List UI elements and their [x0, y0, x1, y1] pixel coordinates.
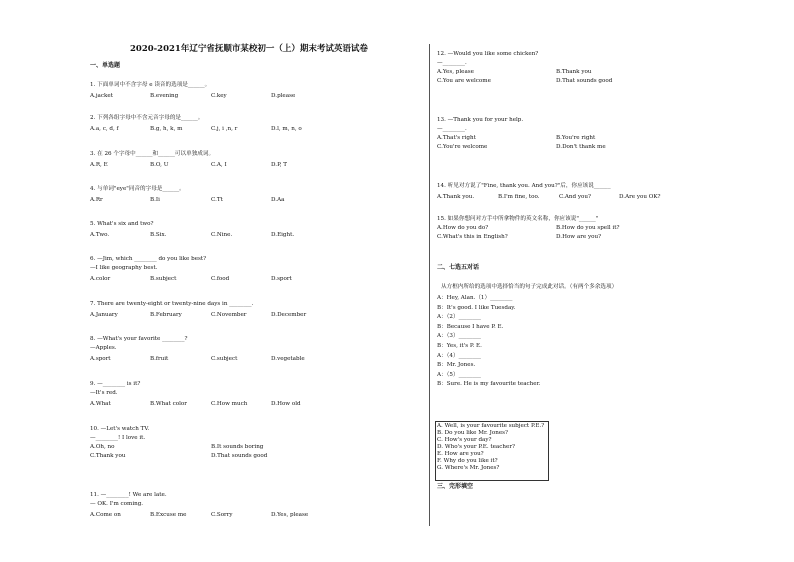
option: D.That sounds good — [211, 453, 268, 459]
option: B.February — [150, 312, 182, 318]
question-stem: 1. 下面单词中不含字母 e 读音的选项是______。 — [90, 82, 211, 88]
option: C.food — [211, 276, 230, 282]
option: C.November — [211, 312, 247, 318]
option: B.What color — [150, 401, 187, 407]
option: C.Tt — [211, 197, 223, 203]
option: C.You are welcome — [437, 78, 491, 84]
option: C.You're welcome — [437, 144, 488, 150]
option: D.Aa — [271, 197, 285, 203]
option: B.Thank you — [556, 69, 592, 75]
question-stem: 6. —Jim, which ________ do you like best? — [90, 256, 207, 262]
dialogue-instruction: 从方框内所给的选项中选择恰当的句子完成此对话。（有两个多余选项） — [441, 284, 618, 290]
question-stem: 13. —Thank you for your help. — [437, 117, 524, 123]
question-stem: 8. —What's your favorite ________? — [90, 336, 188, 342]
question-reply: —Apples. — [90, 345, 117, 351]
section-heading-dialogue: 二、七选五对话 — [437, 264, 480, 271]
exam-title: 2020-2021年辽宁省抚顺市某校初一（上）期末考试英语试卷 — [130, 44, 368, 54]
option: B.You're right — [556, 135, 596, 141]
option: D.Are you OK? — [619, 194, 661, 200]
options-box — [435, 421, 549, 481]
option: A.color — [90, 276, 111, 282]
question-stem: 4. 与单词"eye"同音的字母是______。 — [90, 186, 185, 192]
dialogue-line: A：（5）________ — [437, 371, 481, 378]
option: C.Nine. — [211, 232, 233, 238]
section-heading-single-choice: 一、单选题 — [90, 62, 121, 69]
question-reply: —________. — [437, 60, 467, 66]
option: D.please — [271, 93, 296, 99]
option: C.key — [211, 93, 227, 99]
dialogue-line: A：（4）________ — [437, 352, 481, 359]
box-option: A. Well, is your favourite subject P.E.? — [437, 423, 545, 429]
option: A.sport — [90, 356, 111, 362]
option: D.vegetable — [271, 356, 305, 362]
question-reply: —It's red. — [90, 390, 118, 396]
option: D.P, T — [271, 162, 287, 168]
question-reply: —I like geography best. — [90, 265, 158, 271]
option: C.What's this in English? — [437, 234, 508, 240]
dialogue-line: A：Hey, Alan.（1）________ — [437, 295, 513, 301]
question-reply: —________. — [437, 126, 467, 132]
dialogue-line: B：Sure. He is my favourite teacher. — [437, 381, 541, 388]
dialogue-line: A：（3）________ — [437, 333, 481, 340]
option: C.A, I — [211, 162, 227, 168]
option: A.Two. — [90, 232, 110, 238]
option: C.And you? — [559, 194, 591, 200]
option: A.How do you do? — [437, 225, 489, 231]
dialogue-line: A：（2）________ — [437, 314, 481, 321]
question-stem: 12. —Would you like some chicken? — [437, 51, 539, 57]
option: D.That sounds good — [556, 78, 613, 84]
option: A.Come on — [90, 512, 121, 518]
option: B.fruit — [150, 356, 169, 362]
option: D.December — [271, 312, 307, 318]
question-stem: 11. —________! We are late. — [90, 492, 167, 498]
option: D.How are you? — [556, 234, 602, 240]
column-divider — [429, 44, 430, 526]
option: D.l, m, n, o — [271, 126, 302, 132]
option: B.evening — [150, 93, 179, 99]
option: D.Yes, please — [271, 512, 309, 518]
question-stem: 15. 如果你想问对方手中所拿物件的英文名称，你应该说"______" — [437, 216, 599, 222]
option: B.subject — [150, 276, 177, 282]
option: C.Thank you — [90, 453, 126, 459]
option: B.O, U — [150, 162, 169, 168]
question-stem: 2. 下列各组字母中不含元音字母的是______。 — [90, 115, 204, 121]
dialogue-line: B：Yes, it's P. E. — [437, 343, 482, 349]
option: D.Don't thank me — [556, 144, 606, 150]
question-stem: 14. 听见对方说了"Fine, thank you. And you?"后，你应该说______ — [437, 183, 611, 189]
option: B.I'm fine, too. — [498, 194, 540, 200]
question-stem: 3. 在 26 个字母中______和______可以单独成词。 — [90, 151, 215, 157]
box-option: G. Where's Mr. Jones? — [437, 465, 500, 471]
option: A.a, c, d, f — [90, 126, 119, 132]
option: B.Excuse me — [150, 512, 187, 518]
box-option: E. How are you? — [437, 451, 484, 457]
box-option: C. How's your day? — [437, 437, 492, 443]
option: C.How much — [211, 401, 248, 407]
question-stem: 9. —________ is it? — [90, 381, 141, 387]
option: C.Sorry — [211, 512, 233, 518]
option: A.That's right — [437, 135, 476, 141]
question-reply: —________! I love it. — [90, 435, 146, 441]
option: A.Rr — [90, 197, 103, 203]
option: A.January — [90, 312, 118, 318]
option: D.sport — [271, 276, 292, 282]
option: D.Eight. — [271, 232, 295, 238]
dialogue-line: B：Mr. Jones. — [437, 362, 476, 369]
question-stem: 5. What's six and two? — [90, 221, 154, 227]
question-stem: 10. —Let's watch TV. — [90, 426, 150, 432]
option: B.It sounds boring — [211, 444, 264, 450]
box-option: F. Why do you like it? — [437, 458, 498, 464]
option: B.Six. — [150, 232, 167, 238]
option: B.g, h, k, m — [150, 126, 183, 132]
question-reply: — OK. I'm coming. — [90, 501, 144, 507]
option: A.Thank you. — [437, 194, 475, 200]
box-option: B. Do you like Mr. Jones? — [437, 430, 508, 436]
box-option: D. Who's your P.E. teacher? — [437, 444, 515, 450]
option: A.What — [90, 401, 111, 407]
option: C.j, i ,n, r — [211, 126, 238, 132]
option: A.jacket — [90, 93, 113, 99]
option: B.How do you spell it? — [556, 225, 620, 231]
dialogue-line: B：Because I have P. E. — [437, 323, 504, 330]
option: B.Ii — [150, 197, 160, 203]
option: D.How old — [271, 401, 301, 407]
option: A.R, E — [90, 162, 108, 168]
dialogue-line: B：It's good. I like Tuesday. — [437, 304, 516, 311]
option: A.Oh, no — [90, 444, 115, 450]
option: A.Yes, please — [437, 69, 474, 75]
section-heading-cloze: 三、完形填空 — [437, 483, 474, 490]
option: C.subject — [211, 356, 238, 362]
question-stem: 7. There are twenty-eight or twenty-nine days in ________. — [90, 301, 254, 307]
